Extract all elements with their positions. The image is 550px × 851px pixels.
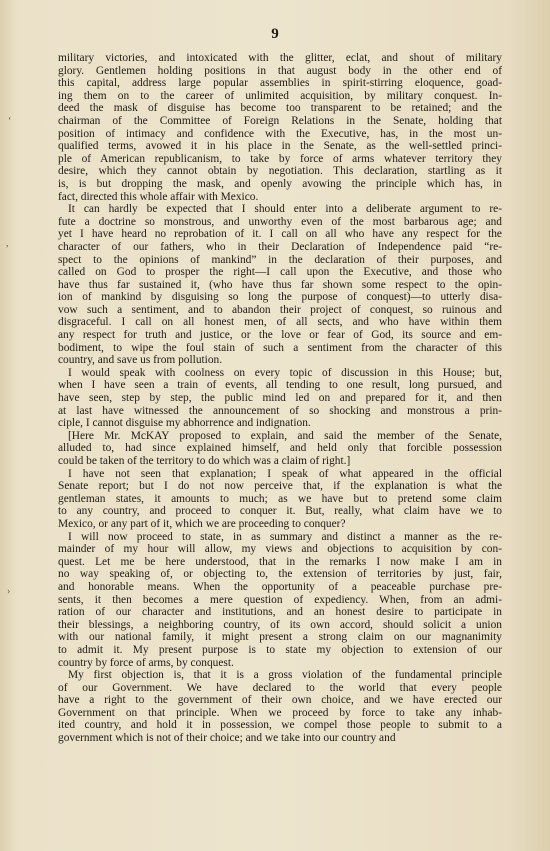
text-line: I would speak with coolness on every topic of discussion in this House; but, [68,366,502,379]
text-line: ing them on to the career of unlimited acquisition, by military conquest. In- [58,89,502,102]
text-line: called on God to prosper the right—I call upon the Executive, and those who [58,266,502,279]
text-line: to any country, and proceed to conquer it. But, really, what claim have we to [58,505,502,518]
text-line: have thus far sustained it, (who have thus far shown some respect to the opin- [58,278,502,291]
text-line: glory. Gentlemen holding positions in that august body in the other end of [58,64,502,77]
margin-mark: › [7,586,11,597]
margin-mark: ‘ [8,116,12,127]
text-line: government which is not of their choice; and we take into our country and [58,732,396,745]
text-line: ciple, I cannot disguise my abhorrence and indignation. [58,417,311,430]
text-line: [Here Mr. McKAY proposed to explain, and said the member of the Senate, [68,429,502,442]
body-text [58,52,502,745]
text-line: no way speaking of, or objecting to, the extension of territories by just, fair, [58,568,502,581]
text-line: is, is but dropping the mask, and openly avowing the principle which has, in [58,177,502,190]
text-line: could be taken of the territory to do which was a claim of right.] [58,455,351,467]
text-line: It can hardly be expected that I should enter into a deliberate argument to re- [68,203,502,216]
text-line: Government on that principle. When we proceed by force to take any inhab- [58,706,502,719]
text-line: position of intimacy and confidence with the Executive, has, in the most un- [58,127,502,140]
text-line: qualified terms, avowed it in his place in the Senate, as the well-settled princi- [58,140,502,153]
text-line: character of our fathers, who in their Declaration of Independence paid “re- [58,240,502,253]
text-line: mainder of my hour will allow, my views and objections to acquisition by con- [58,543,502,556]
text-line: their blessings, a neighboring country, of its own accord, should solicit a union [58,618,502,631]
paragraph [58,52,502,203]
text-line: chairman of the Committee of Foreign Relations in the Senate, holding that [58,114,502,127]
paragraph [58,367,502,430]
text-line: to admit it. My present purpose is to state my objection to extension of our [58,643,502,656]
text-line: fute a doctrine so monstrous, and unworthy even of the most barbarous age; and [58,215,502,228]
text-line: sents, it then becomes a mere question of expediency. When, from an admi- [58,593,502,606]
text-line: alluded to, had since explained himself, and held only that forcible possession [58,442,502,455]
paragraph [58,468,502,531]
text-line: I have not seen that explanation; I speak of what appeared in the official [68,467,502,480]
text-line: desire, which they cannot obtain by negotiation. This declaration, startling as it [58,165,502,178]
text-line: vow such a sentiment, and to abandon their project of conquest, so ruinous and [58,303,502,316]
text-line: have a right to the government of their own choice, and we have erected our [58,694,502,707]
text-line: of our Government. We have declared to the world that every people [58,681,502,694]
text-line: Mexico, or any part of it, which we are proceeding to conquer? [58,517,346,530]
paragraph [58,203,502,367]
text-line: military victories, and intoxicated with the glitter, eclat, and shout of military [58,52,502,64]
text-line: My first objection is, that it is a gross violation of the fundamental principle [68,669,502,682]
paragraph [58,531,502,670]
page-number: 9 [271,26,279,42]
text-line: country by force of arms, by conquest. [58,656,234,669]
text-line: deed the mask of disguise has become too transparent to be retained; and the [58,102,502,115]
text-line: yet I have heard no reprobation of it. I call on all who have any respect for the [58,228,502,241]
text-line: quest. Let me be here understood, that in the remarks I now make I am in [58,555,502,568]
text-line: country, and save us from pollution. [58,354,223,367]
text-line: this capital, address large popular assemblies in spirit-stirring eloquence, goad- [58,77,502,90]
text-line: ion of mankind by disguising so long the purpose of conquest)—to utterly disa- [58,291,502,304]
text-line: I will now proceed to state, in as summary and distinct a manner as the re- [68,530,502,543]
text-line: gentleman states, it amounts to much; as we have but to pretend some claim [58,492,502,505]
text-line: ple of American republicanism, to take by force of arms whatever territory they [58,152,502,165]
text-line: and honorable means. When the opportunity of a peaceable purchase pre- [58,580,502,593]
text-line: when I have seen a train of events, all tending to one result, long pursued, and [58,379,502,392]
text-line: Senate report; but I do not now perceive that, if the explanation is what the [58,480,502,493]
text-line: spect to the opinions of mankind” in the declaration of their purposes, and [58,253,502,266]
text-line: disgraceful. I call on all honest men, of all sects, and who have within them [58,316,502,329]
text-line: fact, directed this whole affair with Mexico. [58,190,259,203]
margin-mark: , [6,238,9,249]
paragraph [58,430,502,468]
paragraph [58,669,502,745]
text-line: with our national family, it might present a strong claim on our magnanimity [58,631,502,644]
text-line: ration of our character and institutions, and an honest desire to participate in [58,606,502,619]
text-line: ited country, and hold it in possession, we compel those people to submit to a [58,719,502,732]
text-line: at last have witnessed the announcement of so shocking and monstrous a prin- [58,404,502,417]
text-line: any respect for truth and justice, or the love or fear of God, its source and em- [58,329,502,342]
text-line: bodiment, to wipe the foul stain of such a sentiment from the character of this [58,341,502,354]
text-line: have seen, step by step, the public mind led on and prepared for it, and then [58,392,502,405]
